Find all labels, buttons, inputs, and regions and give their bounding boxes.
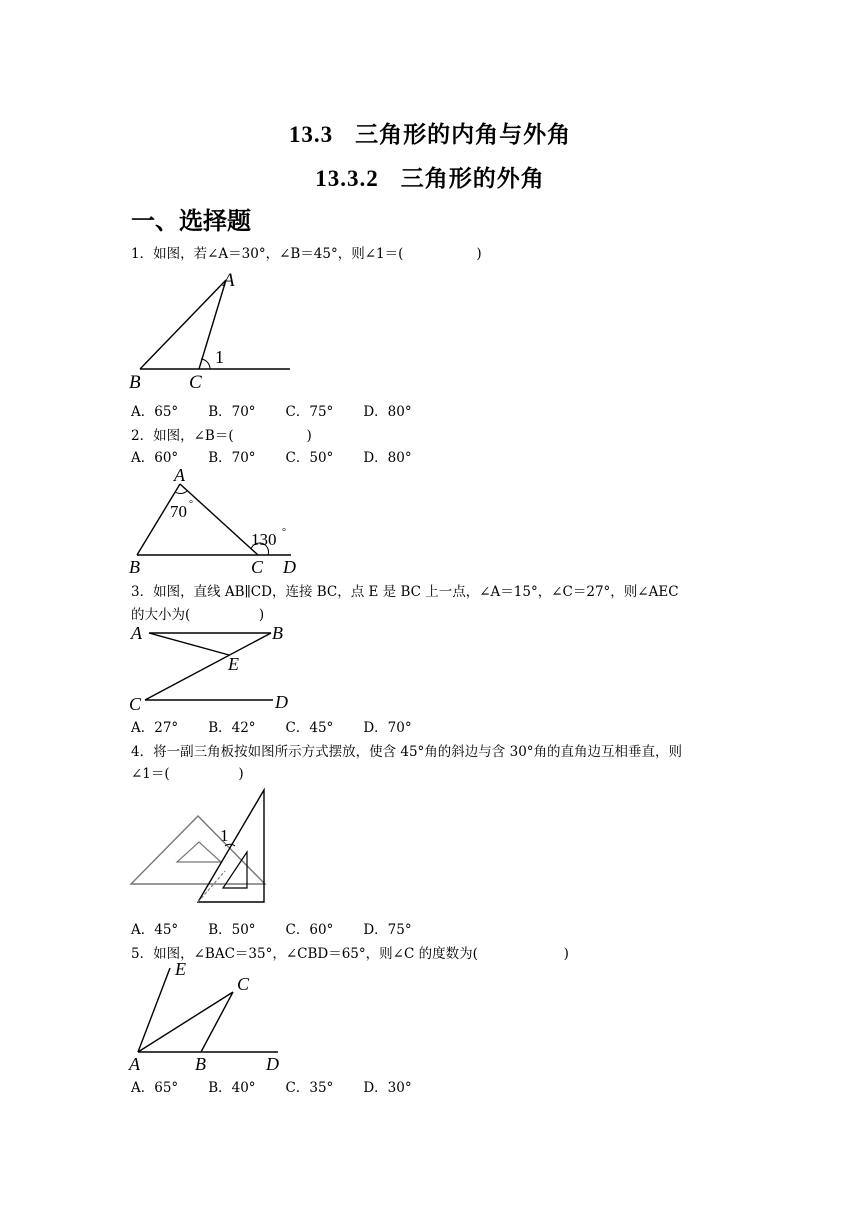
q3-figure <box>125 622 305 714</box>
q4-option-d: D．75° <box>363 922 412 938</box>
q4-option-b: B．50° <box>208 922 256 938</box>
q4-figure <box>125 786 275 908</box>
q4-stem-line1: 4．将一副三角板按如图所示方式摆放，使含 45°角的斜边与含 30°角的直角边互相垂直，则 <box>131 744 683 760</box>
q5-label-e: E <box>175 959 186 979</box>
q4-options <box>131 918 442 938</box>
q5-label-c: C <box>237 974 250 994</box>
svg-text:°: ° <box>189 499 193 510</box>
q1-figure <box>125 266 305 392</box>
q2-label-d: D <box>283 557 296 577</box>
q1-label-c: C <box>189 372 202 393</box>
q5-figure <box>125 960 295 1075</box>
q3-label-d: D <box>275 692 288 712</box>
svg-text:°: ° <box>282 527 286 538</box>
q5-label-b: B <box>195 1054 206 1074</box>
q3-option-d: D．70° <box>363 720 412 736</box>
chapter-title <box>0 116 860 149</box>
q1-option-b: B．70° <box>208 404 256 420</box>
q5-stem: 5．如图，∠BAC＝35°，∠CBD＝65°，则∠C 的度数为( ) <box>131 946 569 962</box>
q5-option-a: A．65° <box>131 1080 179 1096</box>
q2-option-a: A．60° <box>131 450 179 466</box>
q5-option-b: B．40° <box>208 1080 256 1096</box>
q2-stem: 2．如图，∠B＝( ) <box>131 428 312 444</box>
q2-option-b: B．70° <box>208 450 256 466</box>
chapter-title-text: 三角形的内角与外角 <box>355 121 572 148</box>
q3-stem-line2: 的大小为( ) <box>131 607 265 623</box>
section-title <box>0 160 860 193</box>
q1-label-angle1: 1 <box>215 347 224 367</box>
section-number: 13.3.2 <box>315 166 379 191</box>
q1-label-a: A <box>223 270 235 291</box>
chapter-number: 13.3 <box>288 122 334 147</box>
q3-option-a: A．27° <box>131 720 179 736</box>
q3-options <box>131 716 442 736</box>
q4-label-angle1: 1 <box>220 826 229 845</box>
q5-options <box>131 1076 442 1096</box>
q1-stem: 1．如图，若∠A＝30°，∠B＝45°，则∠1＝( ) <box>131 246 482 262</box>
q2-option-d: D．80° <box>363 450 412 466</box>
q2-angle-c-label: 130 <box>251 530 277 549</box>
q1-label-b: B <box>129 372 141 393</box>
q4-option-a: A．45° <box>131 922 179 938</box>
q3-option-c: C．45° <box>285 720 334 736</box>
q3-label-e: E <box>228 654 239 674</box>
q5-option-c: C．35° <box>285 1080 334 1096</box>
q3-option-b: B．42° <box>208 720 256 736</box>
q3-label-b: B <box>272 623 283 643</box>
q2-label-b: B <box>129 557 140 577</box>
q3-label-c: C <box>129 694 142 714</box>
q3-stem-line1: 3．如图，直线 AB∥CD，连接 BC，点 E 是 BC 上一点，∠A＝15°，∠C＝27°，则∠AEC <box>131 584 679 600</box>
q1-option-d: D．80° <box>363 404 412 420</box>
q4-stem-line2: ∠1＝( ) <box>131 766 244 782</box>
q3-label-a: A <box>131 623 142 643</box>
q5-label-a: A <box>129 1054 140 1074</box>
q5-label-d: D <box>266 1054 279 1074</box>
q2-options <box>131 446 442 466</box>
q1-option-a: A．65° <box>131 404 179 420</box>
q1-option-c: C．75° <box>285 404 334 420</box>
q2-angle-a-label: 70 <box>170 502 187 521</box>
q4-option-c: C．60° <box>285 922 334 938</box>
q2-figure <box>125 465 310 577</box>
q5-option-d: D．30° <box>363 1080 412 1096</box>
question-type-heading: 一、选择题 <box>131 206 251 235</box>
q2-label-a: A <box>174 465 185 485</box>
q1-options <box>131 400 442 420</box>
section-title-text: 三角形的外角 <box>400 165 545 192</box>
q2-label-c: C <box>251 557 264 577</box>
q2-option-c: C．50° <box>285 450 334 466</box>
